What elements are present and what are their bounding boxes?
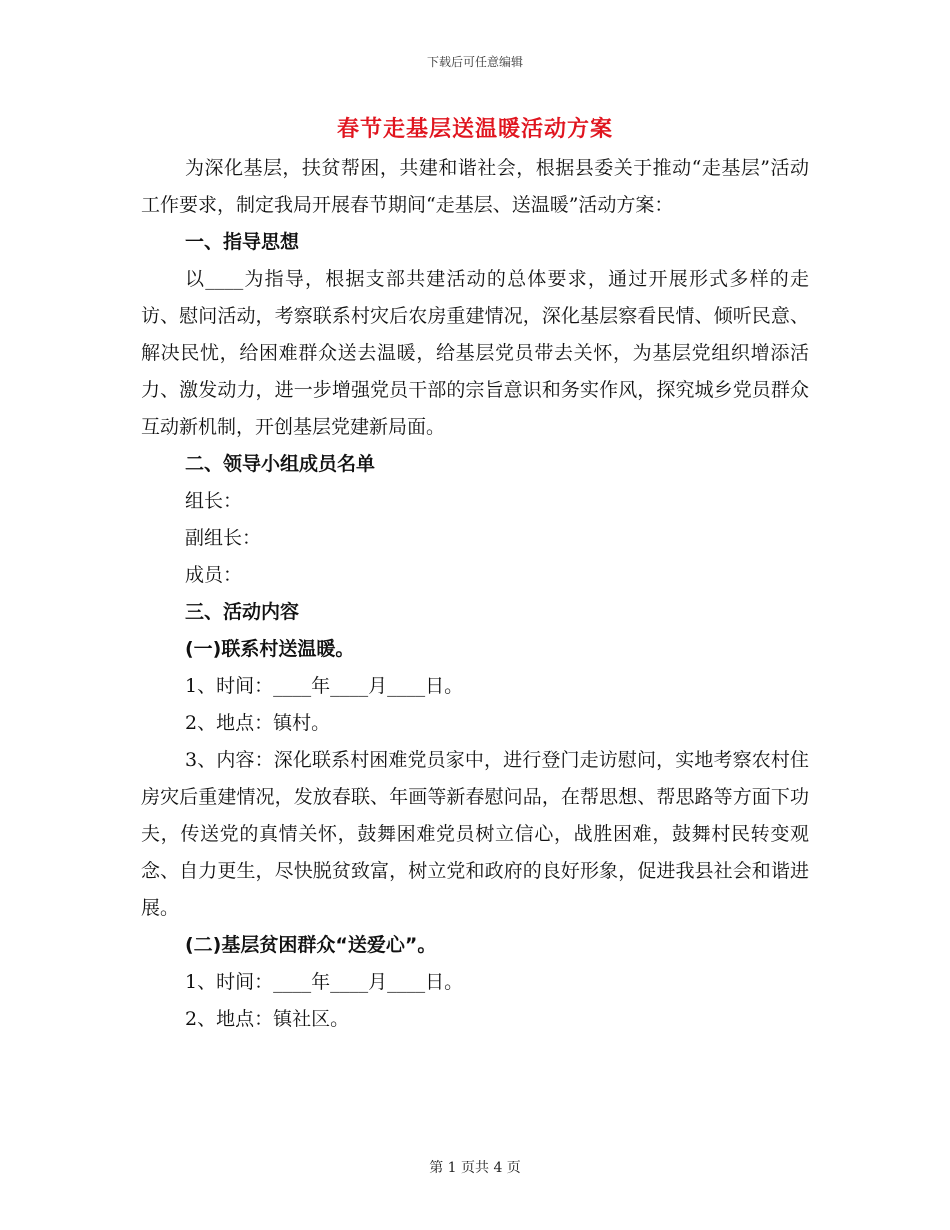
section-heading-leadership-group: 二、领导小组成员名单 (185, 453, 376, 475)
document-body (141, 150, 809, 1038)
part1-place-line: 2、地点：镇村。 (185, 712, 331, 734)
deputy-leader-line: 副组长： (185, 527, 262, 549)
part1-time-line: 1、时间：____年____月____日。 (185, 675, 464, 697)
guiding-thought-paragraph: 以____为指导，根据支部共建活动的总体要求，通过开展形式多样的走访、慰问活动，考察联系村灾后农房重建情况，深化基层察看民情、倾听民意、解决民忧，给困难群众送去温暖，给基层党员带去关怀，为基层党组织增添活力、激发动力，进一步增强党员干部的宗旨意识和务实作风，探究城乡党员群众互动新机制，开创基层党建新局面。 (141, 268, 809, 438)
group-leader-line: 组长： (185, 490, 243, 512)
header-note: 下载后可任意编辑 (426, 55, 523, 69)
page-footer: 第 1 页共 4 页 (429, 1160, 521, 1176)
section-heading-guiding-thought: 一、指导思想 (185, 231, 300, 253)
part1-content-paragraph: 3、内容：深化联系村困难党员家中，进行登门走访慰问，实地考察农村住房灾后重建情况，发放春联、年画等新春慰问品，在帮思想、帮思路等方面下功夫，传送党的真情关怀，鼓舞困难党员树立信心，战胜困难，鼓舞村民转变观念、自力更生，尽快脱贫致富，树立党和政府的良好形象，促进我县社会和谐进展。 (141, 749, 809, 919)
subsection-heading-send-love: (二)基层贫困群众“送爱心”。 (185, 934, 437, 956)
part2-place-line: 2、地点：镇社区。 (185, 1008, 350, 1030)
intro-paragraph: 为深化基层，扶贫帮困，共建和谐社会，根据县委关于推动“走基层”活动工作要求，制定我局开展春节期间“走基层、送温暖”活动方案： (141, 157, 809, 216)
document-title: 春节走基层送温暖活动方案 (336, 116, 613, 142)
part2-time-line: 1、时间：____年____月____日。 (185, 971, 464, 993)
section-heading-activity-content: 三、活动内容 (185, 601, 300, 623)
subsection-heading-village-warmth: (一)联系村送温暖。 (185, 638, 355, 660)
members-line: 成员： (185, 564, 243, 586)
